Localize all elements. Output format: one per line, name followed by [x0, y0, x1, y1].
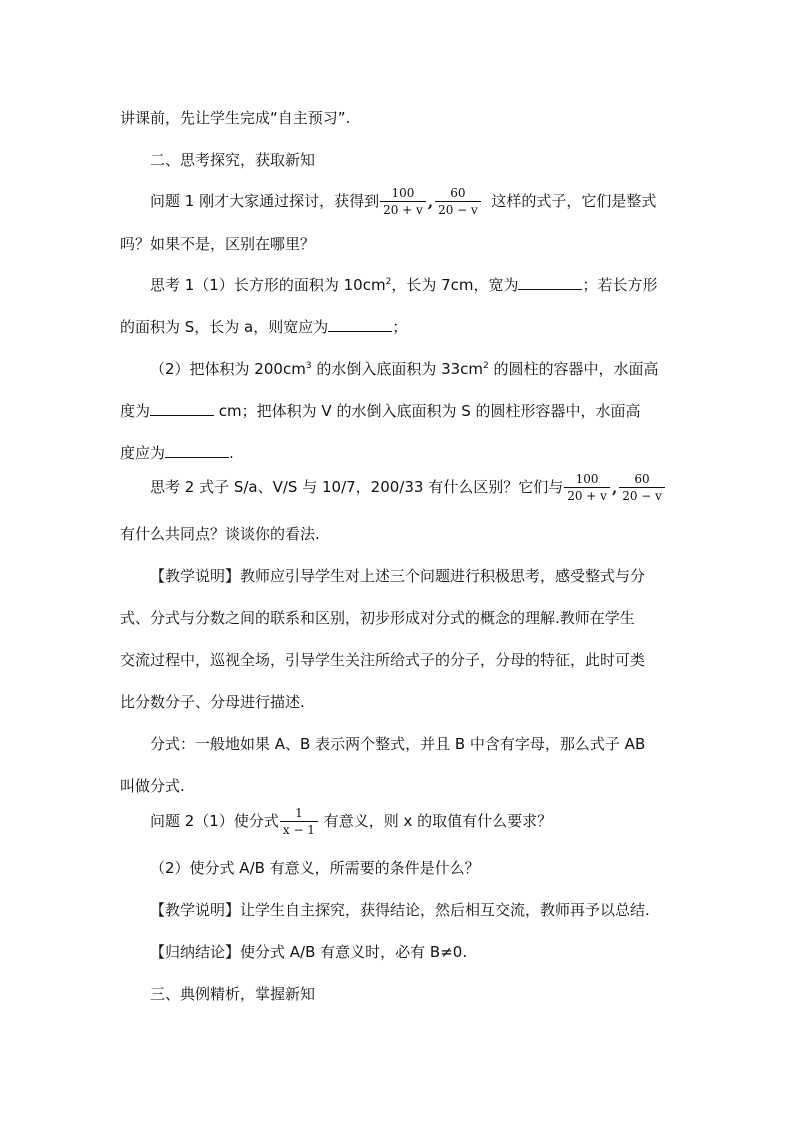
fraction: [435, 186, 481, 217]
text-run: cm；把体积为 V 的水倒入底面积为 S 的圆柱形容器中，水面高: [214, 402, 641, 420]
numerator: 60: [435, 186, 481, 202]
denominator: 20 − v: [622, 489, 662, 503]
answer-blank[interactable]: [328, 317, 392, 332]
answer-blank[interactable]: [150, 401, 214, 416]
numerator: 100: [564, 472, 610, 488]
superscript: 2: [385, 277, 392, 287]
paragraph-line: [150, 806, 552, 837]
text-run: 的圆柱的容器中，水面高: [488, 360, 659, 378]
section-heading: 三、典例精析，掌握新知: [150, 985, 316, 1003]
paragraph-line: 叫做分式.: [120, 777, 185, 795]
fraction: [280, 806, 318, 837]
paragraph-line: [120, 317, 407, 337]
denominator: x − 1: [282, 823, 315, 837]
text-run: 问题 1 刚才大家通过探讨，获得到: [150, 192, 380, 210]
superscript: 3: [305, 361, 312, 371]
fraction: [564, 472, 610, 503]
paragraph-line: 比分数分子、分母进行描述.: [120, 693, 305, 711]
denominator: 20 − v: [438, 203, 478, 217]
denominator: 20 + v: [383, 203, 423, 217]
text-run: 问题 2（1）使分式: [150, 812, 279, 830]
text-run: 思考 1（1）长方形的面积为 10cm: [150, 276, 386, 294]
text-run: 度应为: [120, 444, 166, 462]
text-run: 有意义，则 x 的取值有什么要求？: [323, 812, 553, 830]
text-run: .: [229, 444, 234, 462]
paragraph-line: [150, 275, 658, 295]
text-run: 的面积为 S，长为 a，则宽应为: [120, 318, 329, 336]
conclusion-line: 【归纳结论】使分式 A/B 有意义时，必有 B≠0.: [150, 943, 468, 961]
paragraph-line: [150, 186, 656, 217]
numerator: 60: [619, 472, 665, 488]
answer-blank[interactable]: [518, 275, 582, 290]
teaching-note: 【教学说明】教师应引导学生对上述三个问题进行积极思考，感受整式与分: [150, 567, 646, 585]
denominator: 20 + v: [567, 489, 607, 503]
fraction: [380, 186, 426, 217]
text-run: （2）把体积为 200cm: [150, 360, 306, 378]
text-run: 这样的式子，它们是整式: [491, 192, 657, 210]
separator: ,: [427, 192, 434, 211]
text-run: 的水倒入底面积为 33cm: [311, 360, 484, 378]
numerator: 1: [280, 806, 318, 822]
separator: ,: [611, 478, 618, 497]
teaching-note: 【教学说明】让学生自主探究，获得结论，然后相互交流，教师再予以总结.: [150, 901, 650, 919]
paragraph-line: （2）使分式 A/B 有意义，所需要的条件是什么？: [150, 859, 480, 877]
text-run: 度为: [120, 402, 151, 420]
paragraph-line: 吗？如果不是，区别在哪里？: [120, 235, 316, 253]
definition-line: 分式：一般地如果 A、B 表示两个整式，并且 B 中含有字母，那么式子 AB: [150, 735, 646, 753]
paragraph-line: [120, 443, 234, 463]
numerator: 100: [380, 186, 426, 202]
fraction: [619, 472, 665, 503]
paragraph-line: 交流过程中，巡视全场，引导学生关注所给式子的分子，分母的特征，此时可类: [120, 651, 646, 669]
text-run: ，长为 7cm，宽为: [391, 276, 519, 294]
paragraph-line: [150, 472, 666, 503]
paragraph-line: 有什么共同点？谈谈你的看法.: [120, 525, 320, 543]
section-heading: 二、思考探究，获取新知: [150, 151, 316, 169]
paragraph-line: 式、分式与分数之间的联系和区别，初步形成对分式的概念的理解.教师在学生: [120, 609, 635, 627]
answer-blank[interactable]: [165, 443, 229, 458]
text-run: 思考 2 式子 S/a、V/S 与 10/7，200/33 有什么区别？它们与: [150, 478, 564, 496]
superscript: 2: [483, 361, 489, 371]
text-run: ；若长方形: [582, 276, 658, 294]
paragraph-line: 讲课前，先让学生完成“自主预习”.: [120, 109, 351, 127]
paragraph-line: [150, 359, 659, 379]
text-run: ；: [392, 318, 408, 336]
paragraph-line: [120, 401, 641, 421]
